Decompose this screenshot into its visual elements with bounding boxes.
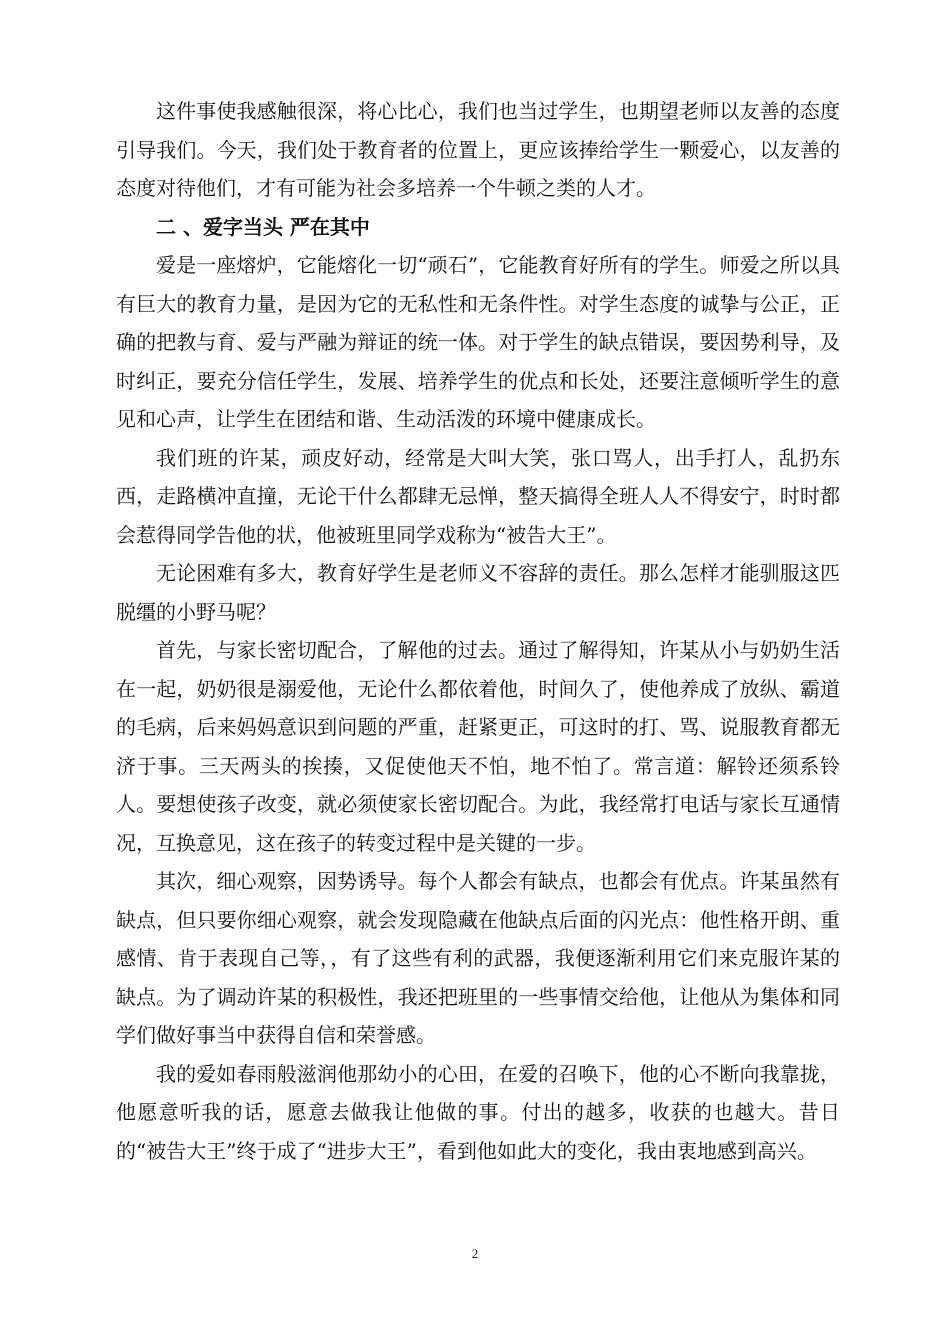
- paragraph-love-furnace: 爱是一座熔炉，它能熔化一切“顽石”，它能教育好所有的学生。师爱之所以具有巨大的教育力量，是因为它的无私性和无条件性。对学生态度的诚挚与公正，正确的把教与育、爱与严融为辩证的统一体。对于学生的缺点错误，要因势利导，及时纠正，要充分信任学生，发展、培养学生的优点和长处，还要注意倾听学生的意见和心声，让学生在团结和谐、生动活泼的环境中健康成长。: [116, 253, 840, 431]
- paragraph-conclusion: 我的爱如春雨般滋润他那幼小的心田，在爱的召唤下，他的心不断向我靠拢，他愿意听我的话，愿意去做我让他做的事。付出的越多，收获的也越大。昔日的“被告大王”终于成了“进步大王”，看到他如此大的变化，我由衷地感到高兴。: [116, 1061, 840, 1163]
- paragraph-second-step: 其次，细心观察，因势诱导。每个人都会有缺点，也都会有优点。许某虽然有缺点，但只要你细心观察，就会发现隐藏在他缺点后面的闪光点：他性格开朗、重感情、肯于表现自己等，，有了这些有利的武器，我便逐渐利用它们来克服许某的缺点。为了调动许某的积极性，我还把班里的一些事情交给他，让他从为集体和同学们做好事当中获得自信和荣誉感。: [116, 869, 840, 1047]
- paragraph-empathy: 这件事使我感触很深，将心比心，我们也当过学生，也期望老师以友善的态度引导我们。今天，我们处于教育者的位置上，更应该捧给学生一颗爱心，以友善的态度对待他们，才有可能为社会多培养一个牛顿之类的人才。: [116, 99, 840, 200]
- page-number: 2: [471, 1246, 479, 1261]
- document-body: [116, 92, 840, 1170]
- paragraph-responsibility: 无论困难有多大，教育好学生是老师义不容辞的责任。那么怎样才能驯服这匹脱缰的小野马呢？: [116, 561, 840, 624]
- paragraph-first-step: 首先，与家长密切配合，了解他的过去。通过了解得知，许某从小与奶奶生活在一起，奶奶很是溺爱他，无论什么都依着他，时间久了，使他养成了放纵、霸道的毛病，后来妈妈意识到问题的严重，赶紧更正，可这时的打、骂、说服教育都无济于事。三天两头的挨揍，又促使他天不怕，地不怕了。常言道：解铃还须系铃人。要想使孩子改变，就必须使家长密切配合。为此，我经常打电话与家长互通情况，互换意见，这在孩子的转变过程中是关键的一步。: [116, 638, 840, 855]
- paragraph-student-description: 我们班的许某，顽皮好动，经常是大叫大笑，张口骂人，出手打人，乱扔东西，走路横冲直撞，无论干什么都肆无忌惮，整天搞得全班人人不得安宁，时时都会惹得同学告他的状，他被班里同学戏称为“被告大王”。: [116, 445, 840, 547]
- section-heading: 二 、爱字当头 严在其中: [156, 214, 370, 239]
